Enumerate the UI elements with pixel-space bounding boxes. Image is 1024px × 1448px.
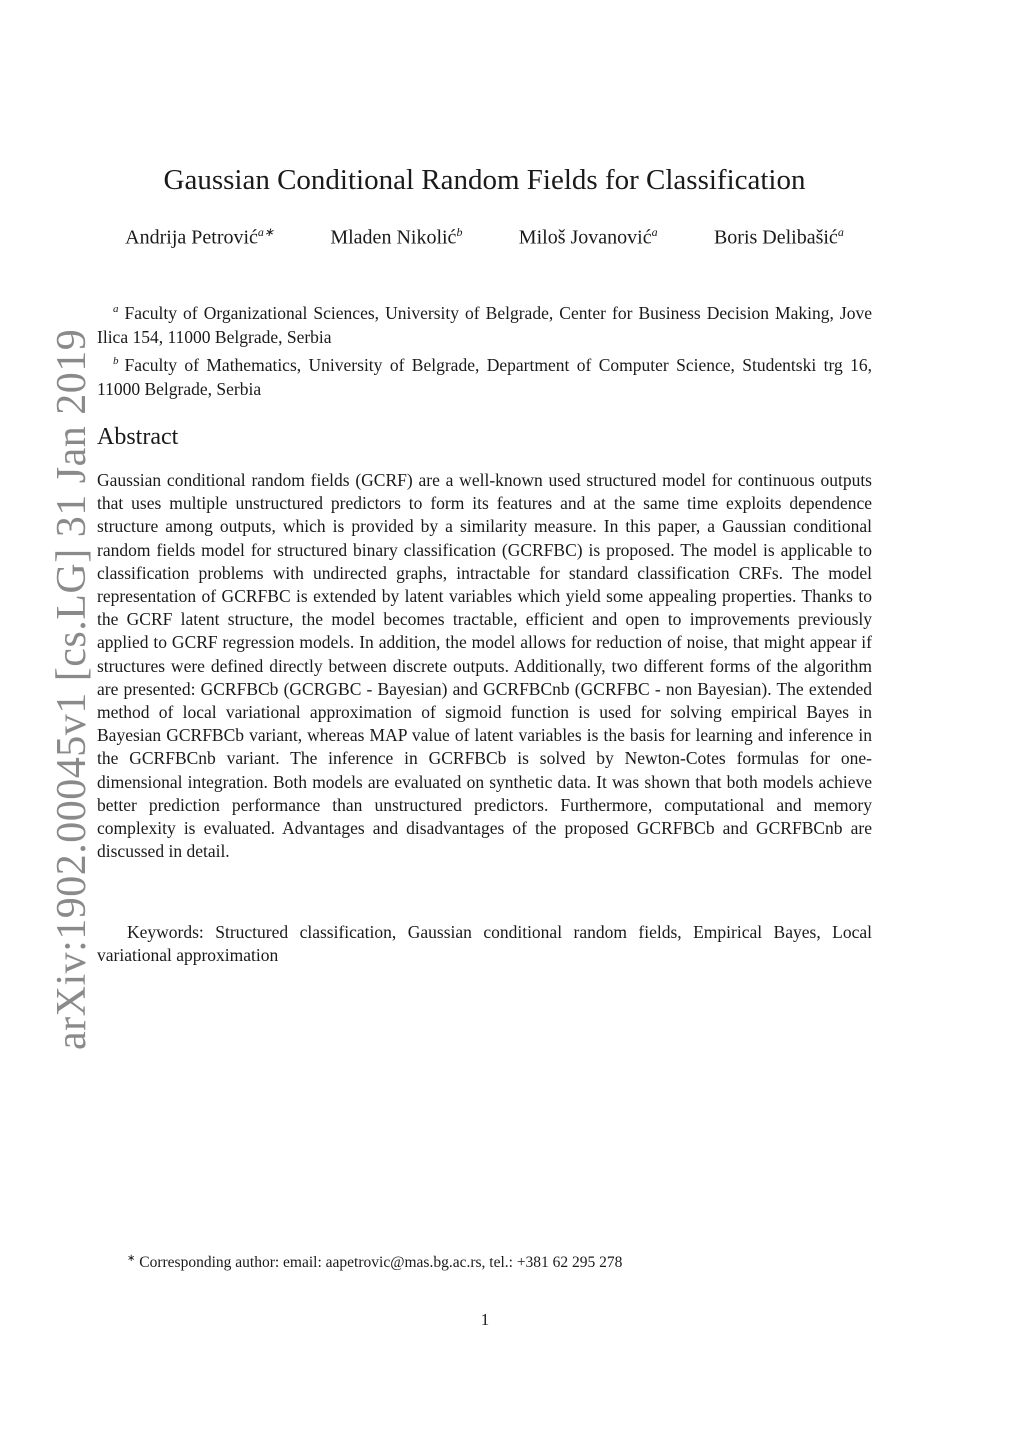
- author-affil-mark: a: [837, 225, 844, 239]
- author-4: [714, 225, 844, 250]
- affiliation-a: [97, 297, 872, 349]
- author-2: [330, 225, 462, 250]
- author-name: Boris Delibašić: [713, 226, 838, 249]
- paper-title: Gaussian Conditional Random Fields for Classification: [163, 164, 806, 196]
- arxiv-stamp: arXiv:1902.00045v1 [cs.LG] 31 Jan 2019: [49, 328, 95, 1050]
- author-3: [519, 225, 658, 250]
- affiliation-b: [97, 349, 872, 401]
- affiliation-mark: b: [113, 354, 119, 367]
- abstract-heading: Abstract: [97, 424, 179, 450]
- author-name: Andrija Petrović: [125, 226, 258, 249]
- corresponding-author-footnote: [127, 1253, 622, 1272]
- author-affil-mark: a: [651, 225, 658, 239]
- abstract-body: Gaussian conditional random fields (GCRF) are a well-known used structured model for continuous outputs that uses multiple unstructured predictors to form its features and at the same time exploits dependence structure among outputs, which is provided by a similarity measure. In this paper, a Gaussian conditional random fields model for structured binary classification (GCRFBC) is proposed. The model is applicable to classification problems with undirected graphs, intractable for standard classification CRFs. The model representation of GCRFBC is extended by latent variables which yield some appealing properties. Thanks to the GCRF latent structure, the model becomes tractable, efficient and open to improvements previously applied to GCRF regression models. In addition, the model allows for reduction of noise, that might appear if structures were defined directly between discrete outputs. Additionally, two different forms of the algorithm are presented: GCRFBCb (GCRGBC - Bayesian) and GCRFBCnb (GCRFBC - non Bayesian). The extended method of local variational approximation of sigmoid function is used for solving empirical Bayes in Bayesian GCRFBCb variant, whereas MAP value of latent variables is the basis for learning and inference in the GCRFBCnb variant. The inference in GCRFBCb is solved by Newton-Cotes formulas for one-dimensional integration. Both models are evaluated on synthetic data. It was shown that both models achieve better prediction performance than unstructured predictors. Furthermore, computational and memory complexity is evaluated. Advantages and disadvantages of the proposed GCRFBCb and GCRFBCnb are discussed in detail.: [97, 470, 872, 862]
- affiliation-text: Faculty of Mathematics, University of Belgrade, Department of Computer Science, Studentski trg 16, 11000 Belgrade, Serbia: [97, 354, 872, 399]
- affiliations: [97, 297, 872, 401]
- footnote-mark: ∗: [127, 1253, 136, 1264]
- affiliation-text: Faculty of Organizational Sciences, University of Belgrade, Center for Business Decision Making, Jove Ilica 154, 11000 Belgrade, Serbia: [97, 302, 872, 347]
- author-list: [97, 225, 872, 250]
- page-number: 1: [480, 1310, 490, 1329]
- author-affil-mark: b: [456, 225, 463, 239]
- author-name: Mladen Nikolić: [330, 226, 457, 249]
- author-1: [125, 225, 274, 250]
- author-name: Miloš Jovanović: [518, 226, 652, 249]
- footnote-text: Corresponding author: email: aapetrovic@mas.bg.ac.rs, tel.: +381 62 295 278: [139, 1254, 623, 1272]
- author-affil-mark: a∗: [257, 225, 274, 239]
- affiliation-mark: a: [113, 303, 119, 315]
- keywords: Keywords: Structured classification, Gaussian conditional random fields, Empirical Bayes, Local variational approximation: [97, 922, 872, 966]
